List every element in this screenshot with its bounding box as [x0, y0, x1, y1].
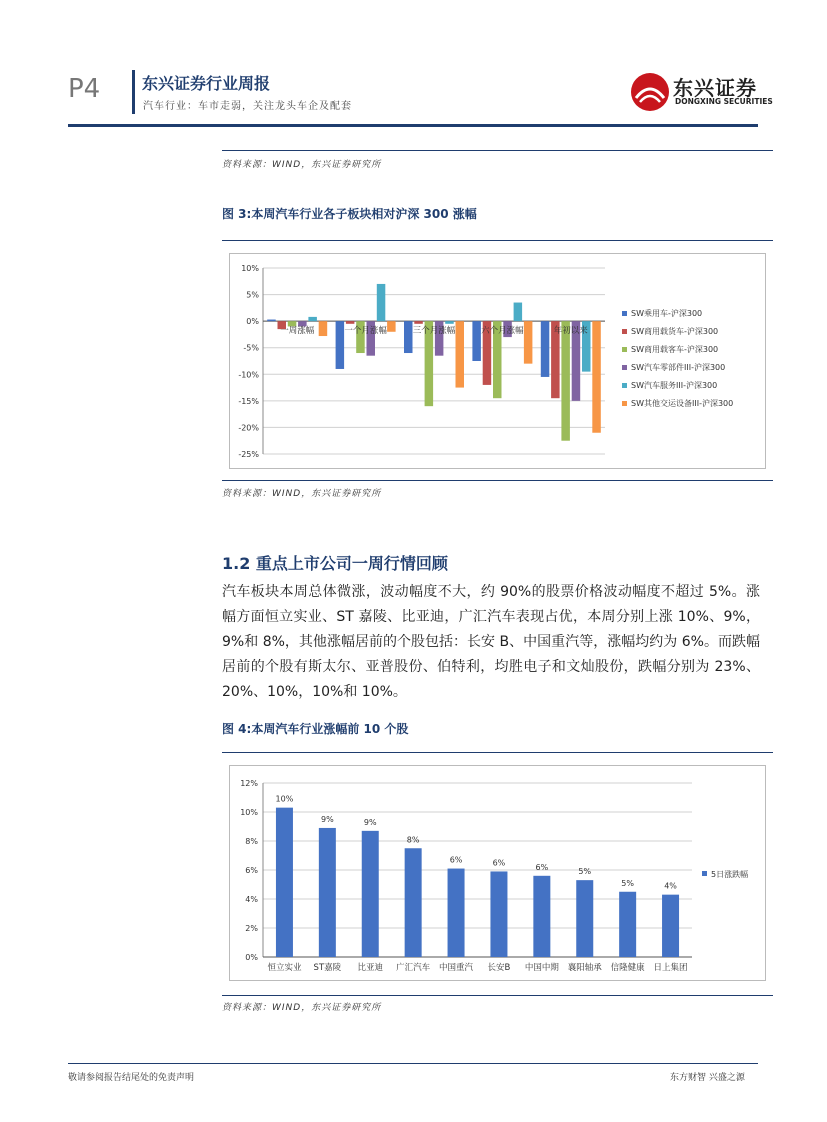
chart4-ytick-label: 8% — [245, 837, 258, 846]
chart3-legend-swatch — [622, 365, 627, 370]
chart3-category-label: 三个月涨幅 — [412, 326, 456, 337]
chart3-legend-swatch — [622, 311, 627, 316]
chart4-ytick-label: 0% — [245, 953, 258, 962]
figure3-chart — [230, 254, 765, 468]
chart3-legend-label: SW汽车零部件III-沪深300 — [631, 363, 726, 372]
chart3-bar — [561, 321, 570, 441]
figure4-top-rule — [222, 752, 773, 753]
figure3-chart-frame — [229, 253, 766, 469]
chart3-bar — [414, 321, 423, 324]
chart4-ytick-label: 6% — [245, 866, 258, 875]
chart3-bar — [472, 321, 481, 361]
chart3-ytick-label: 5% — [246, 290, 259, 300]
chart4-bar — [319, 828, 336, 957]
chart4-data-label: 6% — [449, 855, 463, 865]
footer-slogan: 东方财智 兴盛之源 — [670, 1073, 745, 1083]
chart3-legend-label: SW其他交运设备III-沪深300 — [631, 399, 734, 408]
chart3-bar — [387, 321, 396, 332]
report-title: 东兴证券行业周报 — [142, 74, 271, 93]
logo-cn-text: 东兴证券 — [673, 76, 757, 100]
chart3-category-label: 六个月涨幅 — [481, 326, 524, 337]
chart4-bar — [619, 892, 636, 957]
figure4-chart — [230, 766, 765, 980]
chart4-data-label: 10% — [275, 794, 294, 804]
chart3-ytick-label: -10% — [238, 370, 259, 380]
chart3-legend-swatch — [622, 329, 627, 334]
chart3-bar — [319, 321, 328, 336]
chart4-bar — [405, 848, 422, 957]
header-divider — [132, 70, 135, 114]
chart3-bar — [592, 321, 601, 433]
footer-rule — [68, 1063, 758, 1064]
chart4-ytick-label: 12% — [240, 779, 258, 788]
chart3-category-label: 一个月涨幅 — [344, 326, 387, 337]
chart3-legend-swatch — [622, 347, 627, 352]
chart4-data-label: 9% — [320, 814, 334, 824]
chart3-ytick-label: -5% — [243, 343, 259, 353]
chart4-category-label: 比亚迪 — [357, 963, 384, 973]
section-paragraph: 汽车板块本周总体微涨，波动幅度不大，约 90%的股票价格波动幅度不超过 5%。涨幅方面恒立实业、ST 嘉陵、比亚迪，广汇汽车表现占优，本周分别上涨 10%、9%，9%和 8%，其他涨幅居前的个股包括：长安 B、中国重汽等，涨幅均约为 6%。而跌幅居前的个股有斯太尔、亚普股份、伯特利，均胜电子和文灿股份，跌幅分别为 23%、20%、10%，10%和 10%。 — [222, 584, 760, 700]
chart3-bar — [404, 321, 413, 353]
chart3-category-label: 一周涨幅 — [280, 326, 315, 337]
chart4-bar — [362, 831, 379, 957]
chart4-ytick-label: 10% — [240, 808, 258, 817]
chart3-bar — [346, 321, 355, 324]
chart4-category-label: 中国中期 — [524, 963, 559, 973]
chart4-data-label: 5% — [621, 878, 635, 888]
section-title: 1.2 重点上市公司一周行情回顾 — [222, 554, 448, 573]
report-subtitle: 汽车行业：车市走弱，关注龙头车企及配套 — [143, 101, 352, 112]
top-source-rule — [222, 150, 773, 151]
chart4-category-label: 恒立实业 — [267, 963, 302, 973]
chart4-data-label: 6% — [535, 862, 549, 872]
chart4-legend-label: 5日涨跌幅 — [711, 870, 749, 879]
chart3-ytick-label: -20% — [238, 423, 259, 433]
chart4-bar — [662, 895, 679, 957]
chart4-category-label: 长安B — [487, 963, 511, 973]
figure3-bottom-rule — [222, 480, 773, 481]
logo-en-text: DONGXING SECURITIES — [675, 97, 773, 106]
chart4-ytick-label: 2% — [245, 924, 258, 933]
chart4-bar — [276, 808, 293, 957]
chart4-data-label: 5% — [578, 867, 592, 877]
chart3-legend-label: SW乘用车-沪深300 — [631, 309, 703, 318]
top-source-text: 资料来源：WIND，东兴证券研究所 — [222, 160, 382, 170]
chart3-ytick-label: 0% — [246, 317, 259, 327]
chart4-category-label: 中国重汽 — [439, 963, 474, 973]
chart3-category-label: 年初以来 — [553, 326, 588, 337]
chart4-category-label: 信隆健康 — [610, 963, 645, 973]
figure4-title: 图 4:本周汽车行业涨幅前 10 个股 — [222, 722, 409, 736]
chart4-category-label: 广汇汽车 — [396, 963, 431, 973]
chart4-bar — [448, 869, 465, 957]
chart3-ytick-label: -15% — [238, 396, 259, 406]
chart3-bar — [541, 321, 550, 377]
footer-disclaimer: 敬请参阅报告结尾处的免责声明 — [68, 1073, 195, 1083]
chart4-data-label: 9% — [363, 817, 377, 827]
chart3-bar — [445, 321, 454, 324]
chart4-data-label: 4% — [664, 881, 677, 891]
figure3-source: 资料来源：WIND，东兴证券研究所 — [222, 489, 382, 499]
chart4-bar — [490, 871, 507, 957]
chart4-legend-swatch — [702, 871, 707, 876]
chart3-legend-label: SW商用载货车-沪深300 — [631, 327, 719, 336]
figure4-source: 资料来源：WIND，东兴证券研究所 — [222, 1003, 382, 1013]
chart4-data-label: 8% — [406, 835, 420, 845]
chart4-category-label: 襄阳轴承 — [567, 963, 602, 973]
chart3-ytick-label: 10% — [241, 264, 259, 273]
figure4-chart-frame — [229, 765, 766, 981]
page-number: P4 — [68, 74, 101, 104]
chart3-legend-label: SW汽车服务III-沪深300 — [631, 381, 718, 390]
header-rule — [68, 124, 758, 127]
dongxing-logo-icon — [630, 72, 672, 112]
chart3-legend-swatch — [622, 401, 627, 406]
chart3-bar — [456, 321, 465, 387]
chart3-legend-label: SW商用载客车-沪深300 — [631, 345, 719, 354]
figure4-bottom-rule — [222, 995, 773, 996]
chart4-bar — [576, 880, 593, 957]
chart3-bar — [514, 303, 523, 322]
chart4-ytick-label: 4% — [245, 895, 258, 904]
figure3-title: 图 3:本周汽车行业各子板块相对沪深 300 涨幅 — [222, 207, 477, 221]
chart4-data-label: 6% — [492, 858, 506, 868]
chart3-legend-swatch — [622, 383, 627, 388]
chart4-bar — [533, 876, 550, 957]
chart3-bar — [377, 284, 386, 321]
chart3-bar — [267, 320, 276, 322]
chart4-category-label: ST嘉陵 — [313, 963, 342, 973]
figure3-top-rule — [222, 240, 773, 241]
chart3-bar — [524, 321, 533, 364]
chart4-category-label: 日上集团 — [653, 963, 688, 973]
chart3-bar — [308, 317, 317, 321]
chart3-ytick-label: -25% — [238, 450, 259, 459]
chart3-bar — [336, 321, 345, 369]
